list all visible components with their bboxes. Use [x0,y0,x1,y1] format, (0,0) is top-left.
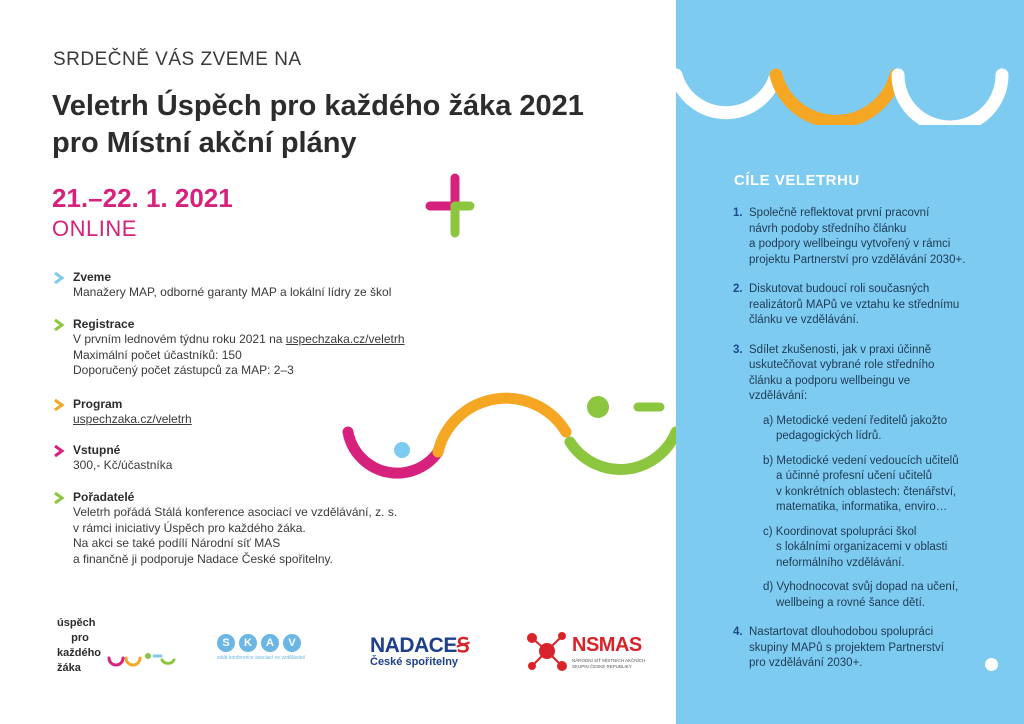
goal-item: 1. Společně reflektovat první pracovní návrh podoby středního článku a podpory wellbeingu vytvořený v rámci projektu Partnerství pro vzdělávání 2030+. [733,207,966,266]
nadace-logo: NADACEꞨ České spořitelny [370,634,470,668]
skav-logo: S K A V stálá konference asociací ve vzdělávání [217,634,327,661]
title-line-2: pro Místní akční plány [52,127,357,159]
plus-decoration [425,173,475,239]
section-line: Veletrh pořádá Stálá konference asociací ve vzdělávání, z. s. [73,505,398,519]
goals-panel [676,0,1024,724]
chevron-right-icon [52,398,66,412]
goals-list [733,206,1003,686]
goal-item: 2. Diskutovat budoucí roli současných realizátorů MAPů ve vztahu ke střednímu článku ve vzdělávání. [733,283,960,326]
section-line: 300,- Kč/účastníka [73,458,173,472]
section-heading: Vstupné [73,443,121,457]
top-wave-decoration [676,55,1024,125]
chevron-right-icon [52,271,66,285]
title-line-1: Veletrh Úspěch pro každého žáka 2021 [52,90,584,122]
goal-subitem: d) Vyhodnocovat svůj dopad na učení, wellbeing a rovné šance dětí. [763,581,959,609]
registration-link[interactable]: uspechzaka.cz/veletrh [285,332,405,346]
section-heading: Zveme [73,270,112,284]
wave-decoration [340,392,676,492]
goal-item: 4. Nastartovat dlouhodobou spolupráci skupiny MAPů s projektem Partnerství pro vzdělávání 2030+. [733,626,944,669]
chevron-right-icon [52,318,66,332]
goal-subitem: a) Metodické vedení ředitelů jakožto pedagogických lídrů. [763,414,948,442]
section-line: Na akci se také podílí Národní síť MAS [73,536,281,550]
partner-logos: úspěch pro každého žáka S K A V stálá konference asociací ve vzdělávání NADACEꞨ České spořitelny NSMAS NÁRODNÍ SÍŤ MÍSTNÍCH AKČNÍCH SKUPIN ČESKÉ REPUBLIKY [57,617,646,674]
event-format: ONLINE [52,216,137,241]
section-line: Manažery MAP, odborné garanty MAP a lokální lídry ze škol [73,285,392,299]
goal-subitem: c) Koordinovat spolupráci škol s lokálními organizacemi v oblasti neformálního vzdělávání. [763,525,948,569]
uspech-smile-icon [106,650,176,674]
dot-decoration [985,658,998,671]
section-line: Maximální počet účastníků: 150 [73,347,242,362]
goal-item: 3. Sdílet zkušenosti, jak v praxi účinně uskutečňovat vybrané role středního článku a podporu wellbeingu ve vzdělávání: a) Metodické vedení ředitelů jakožto pedagogických lídrů. b) Metodické vedení vedoucích učitelů a účinné profesní učení učitelů v konkrétních oblastech: čtenářství, matematika, informatika, enviro… c) Koordinovat spolupráci škol s lokálními organizacemi v oblasti neformálního vzdělávání. d) Vyhodnocovat svůj dopad na učení, wellbeing a rovné šance dětí. [733,343,1003,612]
section-line: a finančně ji podporuje Nadace České spořitelny. [73,551,333,566]
section-line: v rámci iniciativy Úspěch pro každého žáka. [73,520,306,535]
page-title [52,88,584,162]
nsmas-network-icon [524,628,570,674]
invite-text: SRDEČNĚ VÁS ZVEME NA [53,49,302,70]
goals-title: CÍLE VELETRHU [734,172,860,189]
nadace-s-icon: Ꞩ [456,635,470,657]
section-heading: Registrace [73,317,135,331]
event-date: 21.–22. 1. 2021 [52,183,233,213]
uspech-logo: úspěch pro každého žáka [57,617,102,674]
chevron-right-icon [52,491,66,505]
section-heading: Program [73,397,123,411]
goal-subitem: b) Metodické vedení vedoucích učitelů a účinné profesní učení učitelů v konkrétních oblastech: čtenářství, matematika, informatika, enviro… [763,454,959,513]
chevron-right-icon [52,444,66,458]
section-line: Doporučený počet zástupců za MAP: 2–3 [73,363,294,377]
program-link[interactable]: uspechzaka.cz/veletrh [73,412,192,426]
section-heading: Pořadatelé [73,490,135,504]
section-line: V prvním lednovém týdnu roku 2021 na uspechzaka.cz/veletrh [73,332,405,346]
